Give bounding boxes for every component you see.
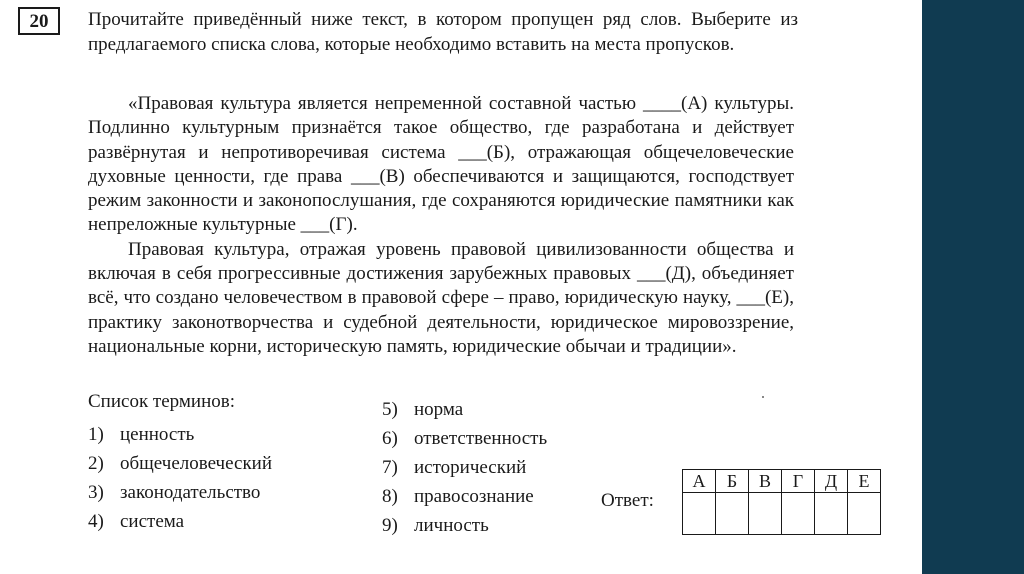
passage-paragraph-1: «Правовая культура является непременной составной частью ____(А) культуры. Подлинно культурным признаётся такое общество, где разработана и действует развёрнутая и непротиворечивая система ___(Б), отражающая общечеловеческие духовные ценности, где права ___(В) обеспечиваются и защищаются, господствует режим законности и законопослушания, где сохраняются юридические памятники как непреложные культурные ___(Г).	[88, 93, 794, 236]
answer-column-a: А	[683, 470, 716, 493]
list-item	[88, 449, 272, 478]
list-item	[382, 482, 547, 511]
term-text: ответственность	[414, 428, 548, 449]
term-text: общечеловеческий	[120, 453, 273, 474]
passage-text	[88, 92, 794, 359]
term-number: 9)	[382, 515, 398, 536]
scan-speck	[762, 396, 764, 398]
answer-table	[682, 469, 881, 535]
answer-cell-b[interactable]	[716, 493, 749, 535]
list-item	[88, 478, 272, 507]
term-number: 3)	[88, 482, 104, 503]
list-item	[382, 453, 547, 482]
term-number: 4)	[88, 511, 104, 532]
passage-paragraph-2: Правовая культура, отражая уровень правовой цивилизованности общества и включая в себя прогрессивные достижения зарубежных правовых ___(Д), объединяет всё, что создано человечеством в правовой сфере – право, юридическую науку, ___(Е), практику законотворчества и судебной деятельности, юридическое мировоззрение, национальные корни, историческую память, юридические обычаи и традиции».	[88, 238, 794, 357]
answer-label: Ответ:	[601, 490, 654, 511]
list-item	[88, 507, 272, 536]
answer-cell-e[interactable]	[848, 493, 881, 535]
term-text: система	[120, 511, 185, 532]
question-number: 20	[18, 7, 60, 35]
answer-column-d: Д	[815, 470, 848, 493]
term-text: исторический	[414, 457, 527, 478]
answer-input-row	[683, 493, 881, 535]
term-number: 6)	[382, 428, 398, 449]
answer-column-v: В	[749, 470, 782, 493]
list-item	[88, 420, 272, 449]
term-number: 2)	[88, 453, 104, 474]
answer-cell-g[interactable]	[782, 493, 815, 535]
term-text: ценность	[120, 424, 195, 445]
answer-cell-v[interactable]	[749, 493, 782, 535]
term-text: законодательство	[120, 482, 261, 503]
list-item	[382, 395, 547, 424]
terms-list-right	[382, 395, 547, 540]
answer-column-e: Е	[848, 470, 881, 493]
side-accent-bar	[922, 0, 1024, 574]
terms-list-left	[88, 420, 272, 536]
answer-header-row	[683, 470, 881, 493]
term-number: 8)	[382, 486, 398, 507]
term-number: 7)	[382, 457, 398, 478]
answer-cell-a[interactable]	[683, 493, 716, 535]
term-text: норма	[414, 399, 464, 420]
list-item	[382, 511, 547, 540]
term-text: правосознание	[414, 486, 534, 507]
answer-cell-d[interactable]	[815, 493, 848, 535]
terms-list-title: Список терминов:	[88, 391, 235, 412]
term-number: 5)	[382, 399, 398, 420]
list-item	[382, 424, 547, 453]
answer-column-g: Г	[782, 470, 815, 493]
term-text: личность	[414, 515, 489, 536]
answer-column-b: Б	[716, 470, 749, 493]
task-instruction: Прочитайте приведённый ниже текст, в котором пропущен ряд слов. Выберите из предлагаемого списка слова, которые необходимо вставить на места пропусков.	[88, 9, 798, 55]
term-number: 1)	[88, 424, 104, 445]
